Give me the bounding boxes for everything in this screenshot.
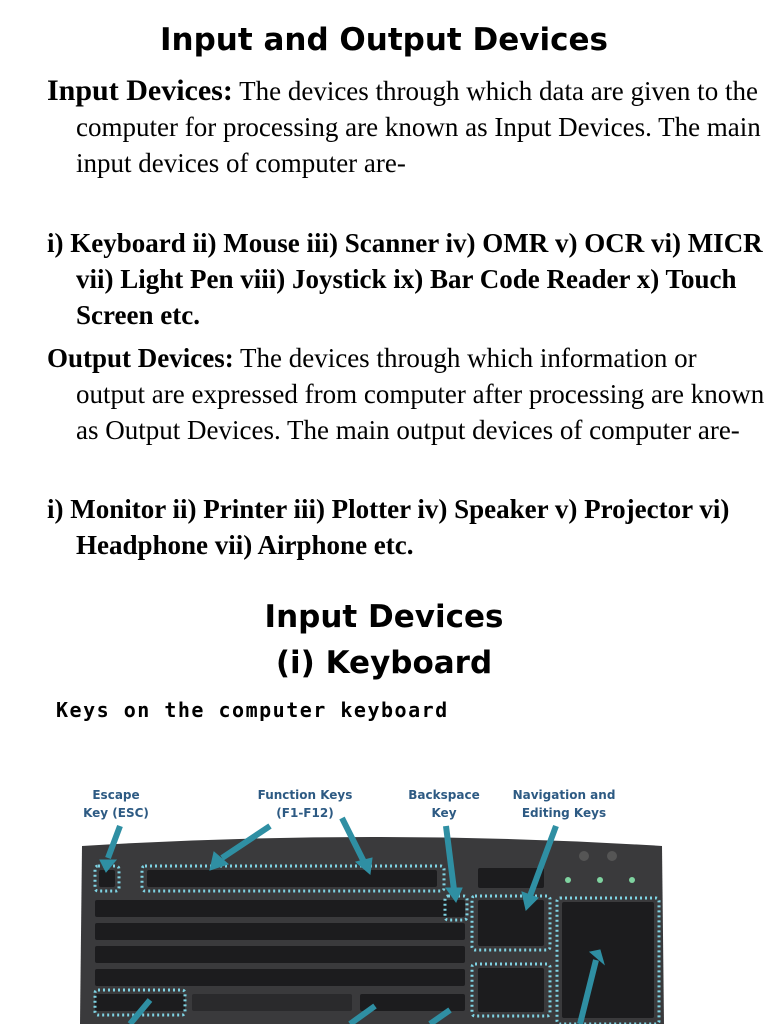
output-devices-list: i) Monitor ii) Printer iii) Plotter iv) Speaker v) Projector vi) Headphone vii) Airphone etc. (47, 494, 730, 560)
output-devices-paragraph (47, 340, 766, 448)
callout-function-line1: Function Keys (257, 788, 353, 802)
keyboard-indicator-light (607, 851, 617, 861)
section-title-line2: (i) Keyboard (275, 645, 493, 681)
section-title-line1: Input Devices (264, 599, 504, 635)
callout-backspace-line2: Key (431, 806, 457, 820)
keyboard-illustration (0, 760, 768, 1024)
page-title: Input and Output Devices (159, 22, 608, 58)
callout-navigation-line2: Editing Keys (521, 806, 607, 820)
callout-navigation-line1: Navigation and (512, 788, 616, 802)
input-devices-text: The devices through which data are given to the computer for processing are known as Input Devices. The main input devices of computer are- (76, 76, 761, 178)
figure-title: Keys on the computer keyboard (56, 698, 449, 722)
input-devices-heading: Input Devices: (47, 74, 233, 107)
keyboard-indicator-light (579, 851, 589, 861)
input-devices-paragraph (47, 73, 766, 181)
section-title (0, 594, 768, 686)
keyboard-led (565, 877, 571, 883)
keyboard-led (629, 877, 635, 883)
output-devices-text: The devices through which information or output are expressed from computer after processing are known as Output Devices. The main output devices of computer are- (76, 343, 765, 445)
callout-escape-line1: Escape (92, 788, 140, 802)
callout-escape-line2: Key (ESC) (83, 806, 149, 820)
input-devices-list: i) Keyboard ii) Mouse iii) Scanner iv) OMR v) OCR vi) MICR vii) Light Pen viii) Joystick ix) Bar Code Reader x) Touch Screen etc. (47, 228, 763, 330)
keyboard-led (597, 877, 603, 883)
callout-backspace-line1: Backspace (408, 788, 480, 802)
callout-function-line2: (F1-F12) (276, 806, 334, 820)
output-devices-heading: Output Devices: (47, 343, 234, 373)
